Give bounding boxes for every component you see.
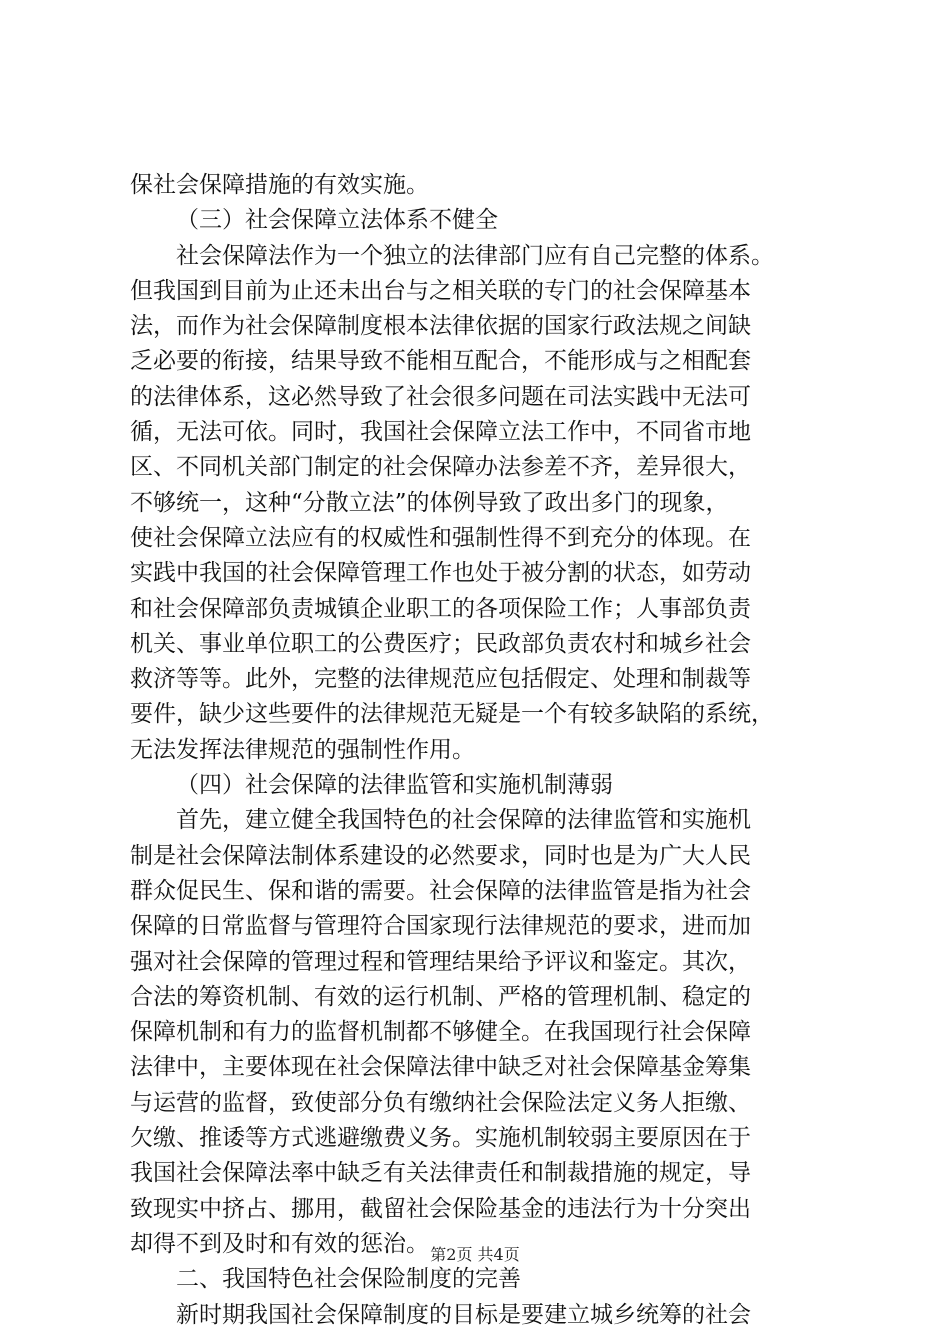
text-line: 制是社会保障法制体系建设的必然要求，同时也是为广大人民 — [130, 842, 751, 869]
section-heading: （三）社会保障立法体系不健全 — [176, 207, 498, 234]
section-heading: 二、我国特色社会保险制度的完善 — [176, 1266, 521, 1293]
text-line: 法律中，主要体现在社会保障法律中缺乏对社会保障基金筹集 — [130, 1054, 751, 1081]
text-line: 保障机制和有力的监督机制都不够健全。在我国现行社会保障 — [130, 1019, 751, 1046]
text-line: 强对社会保障的管理过程和管理结果给予评议和鉴定。其次， — [130, 948, 751, 975]
text-line: 新时期我国社会保障制度的目标是要建立城乡统筹的社会 — [176, 1301, 751, 1328]
text-line: 致现实中挤占、挪用，截留社会保险基金的违法行为十分突出 — [130, 1195, 751, 1222]
text-line: 保障的日常监督与管理符合国家现行法律规范的要求，进而加 — [130, 913, 751, 940]
text-line: 无法发挥法律规范的强制性作用。 — [130, 736, 475, 763]
text-line: 要件，缺少这些要件的法律规范无疑是一个有较多缺陷的系统， — [130, 701, 774, 728]
page-footer: 第2页 共4页 — [430, 1245, 520, 1264]
text-line: 的法律体系，这必然导致了社会很多问题在司法实践中无法可 — [130, 383, 751, 410]
text-line: 但我国到目前为止还未出台与之相关联的专门的社会保障基本 — [130, 277, 751, 304]
text-line: 区、不同机关部门制定的社会保障办法参差不齐，差异很大， — [130, 454, 751, 481]
section-heading: （四）社会保障的法律监管和实施机制薄弱 — [176, 772, 613, 799]
text-line: 使社会保障立法应有的权威性和强制性得不到充分的体现。在 — [130, 524, 751, 551]
body-text — [130, 168, 830, 1333]
text-line: 社会保障法作为一个独立的法律部门应有自己完整的体系。 — [176, 242, 774, 269]
text-line: 机关、事业单位职工的公费医疗；民政部负责农村和城乡社会 — [130, 630, 751, 657]
text-line: 循，无法可依。同时，我国社会保障立法工作中，不同省市地 — [130, 419, 751, 446]
text-line: 和社会保障部负责城镇企业职工的各项保险工作；人事部负责 — [130, 595, 751, 622]
text-line: 实践中我国的社会保障管理工作也处于被分割的状态，如劳动 — [130, 560, 751, 587]
text-line: 却得不到及时和有效的惩治。 — [130, 1230, 429, 1257]
text-line: 不够统一，这种“分散立法”的体例导致了政出多门的现象， — [130, 489, 729, 516]
text-line: 合法的筹资机制、有效的运行机制、严格的管理机制、稳定的 — [130, 983, 751, 1010]
text-line: 群众促民生、保和谐的需要。社会保障的法律监管是指为社会 — [130, 877, 751, 904]
text-line: 救济等等。此外，完整的法律规范应包括假定、处理和制裁等 — [130, 666, 751, 693]
text-line: 欠缴、推诿等方式逃避缴费义务。实施机制较弱主要原因在于 — [130, 1125, 751, 1152]
text-line: 首先，建立健全我国特色的社会保障的法律监管和实施机 — [176, 807, 751, 834]
text-line: 法，而作为社会保障制度根本法律依据的国家行政法规之间缺 — [130, 313, 751, 340]
text-line: 乏必要的衔接，结果导致不能相互配合，不能形成与之相配套 — [130, 348, 751, 375]
text-line: 保社会保障措施的有效实施。 — [130, 172, 429, 198]
text-line: 与运营的监督，致使部分负有缴纳社会保险法定义务人拒缴、 — [130, 1089, 751, 1116]
text-line: 我国社会保障法率中缺乏有关法律责任和制裁措施的规定，导 — [130, 1160, 751, 1187]
